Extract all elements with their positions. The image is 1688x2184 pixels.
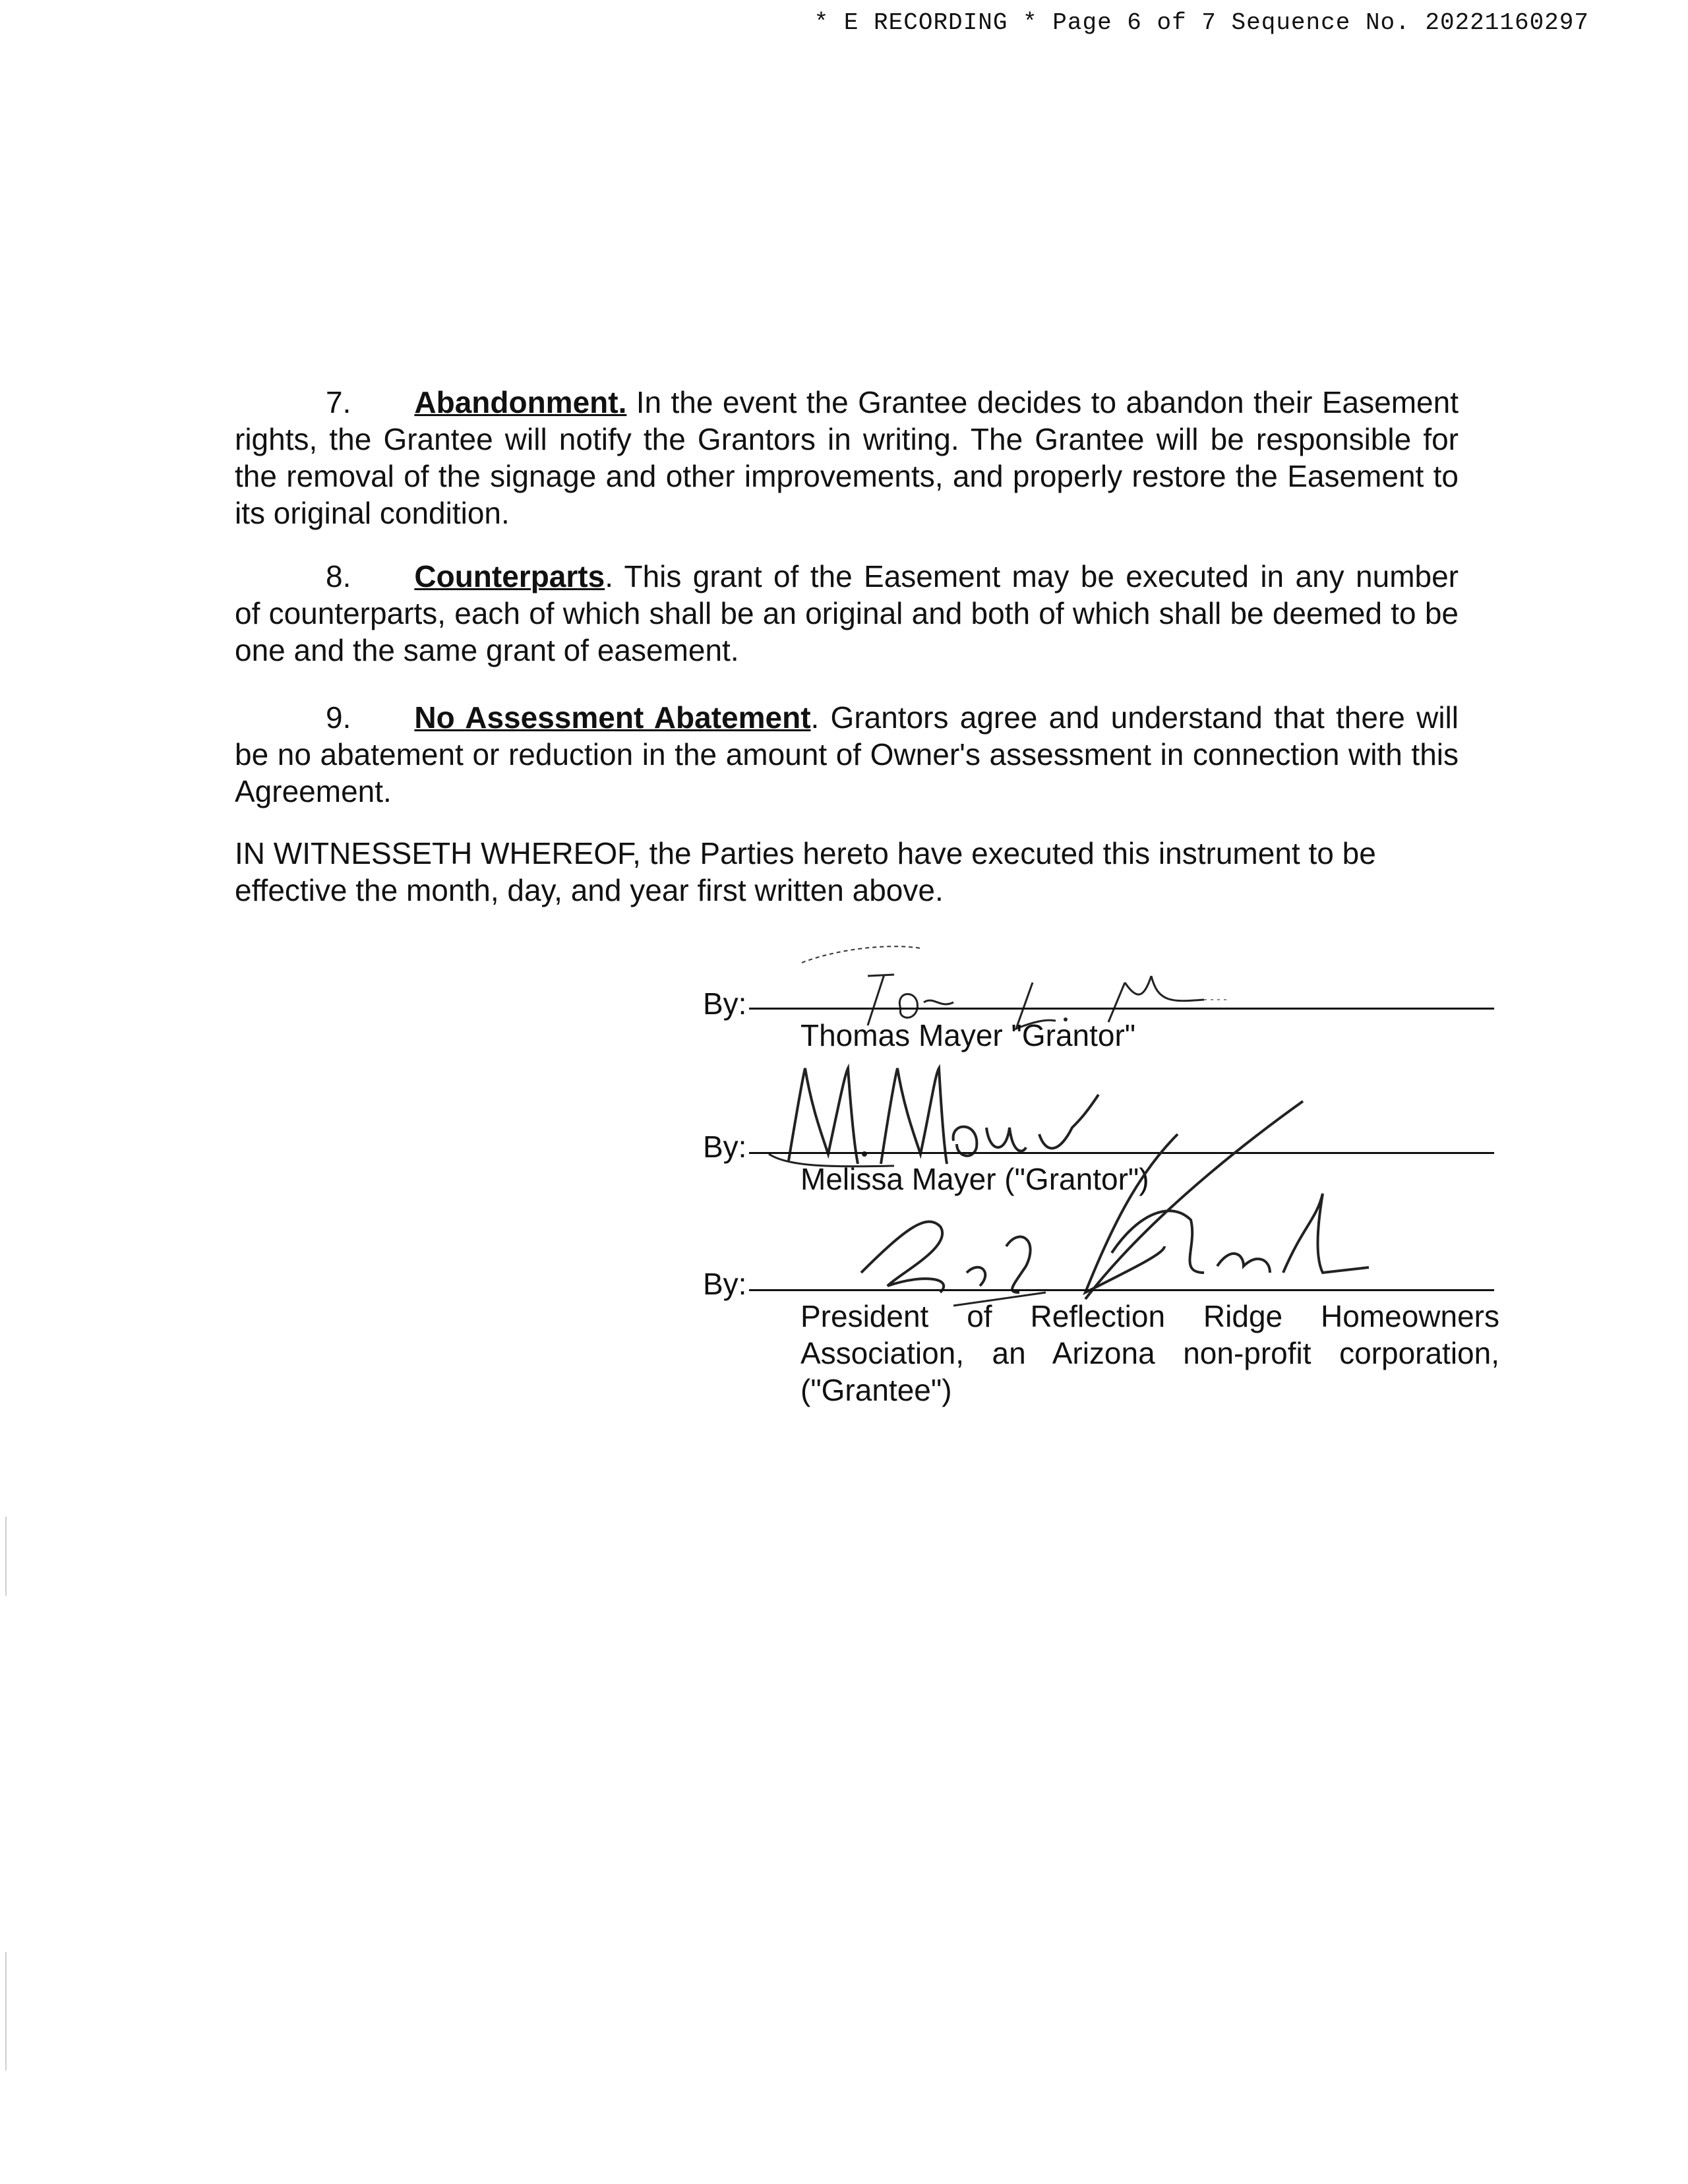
section-text: . This grant of the Easement may be executed in any number of counterparts, each of which shall be an original and both of which shall be deemed to be one and the same grant of easement. <box>235 559 1459 667</box>
section-heading-counterparts: Counterparts <box>414 559 605 593</box>
section-number: 8. <box>326 559 351 593</box>
section-heading-no-assessment-abatement: No Assessment Abatement <box>414 700 811 735</box>
handwritten-signature-1 <box>756 936 1283 1029</box>
witness-clause: IN WITNESSETH WHEREOF, the Parties hereto have executed this instrument to be effective the month, day, and year first written above. <box>235 836 1376 907</box>
section-number: 9. <box>326 700 351 735</box>
signatory-name: President of Reflection Ridge Homeowners Association, an Arizona non-profit corporation, ("Grantee") <box>800 1299 1499 1407</box>
signatory-name: Melissa Mayer ("Grantor") <box>800 1162 1149 1196</box>
handwritten-signature-3 <box>742 1095 1468 1306</box>
by-label: By: <box>703 1130 747 1164</box>
signatory-name: Thomas Mayer "Grantor" <box>800 1018 1136 1052</box>
section-heading-abandonment: Abandonment. <box>414 385 627 419</box>
scan-edge-mark <box>5 1952 7 2071</box>
by-label: By: <box>703 986 747 1021</box>
signature-block-grantee <box>703 1200 1499 1418</box>
by-label: By: <box>703 1267 747 1301</box>
recording-header: * E RECORDING * Page 6 of 7 Sequence No. 20221160297 <box>814 9 1589 36</box>
section-9 <box>235 699 1459 810</box>
scan-edge-mark <box>5 1517 7 1596</box>
section-text: In the event the Grantee decides to abandon their Easement rights, the Grantee will notify the Grantors in writing. The Grantee will be responsible for the removal of the signage and other improvements, and properly restore the Easement to its original condition. <box>235 385 1459 530</box>
signature-line <box>749 1289 1494 1291</box>
signature-block-grantor-1 <box>703 936 1448 1068</box>
signature-line <box>749 1008 1494 1010</box>
section-8 <box>235 558 1459 669</box>
section-number: 7. <box>326 385 351 419</box>
section-text: . Grantors agree and understand that there will be no abatement or reduction in the amount of Owner's assessment in connection with this Agreement. <box>235 700 1459 808</box>
section-7 <box>235 384 1459 531</box>
